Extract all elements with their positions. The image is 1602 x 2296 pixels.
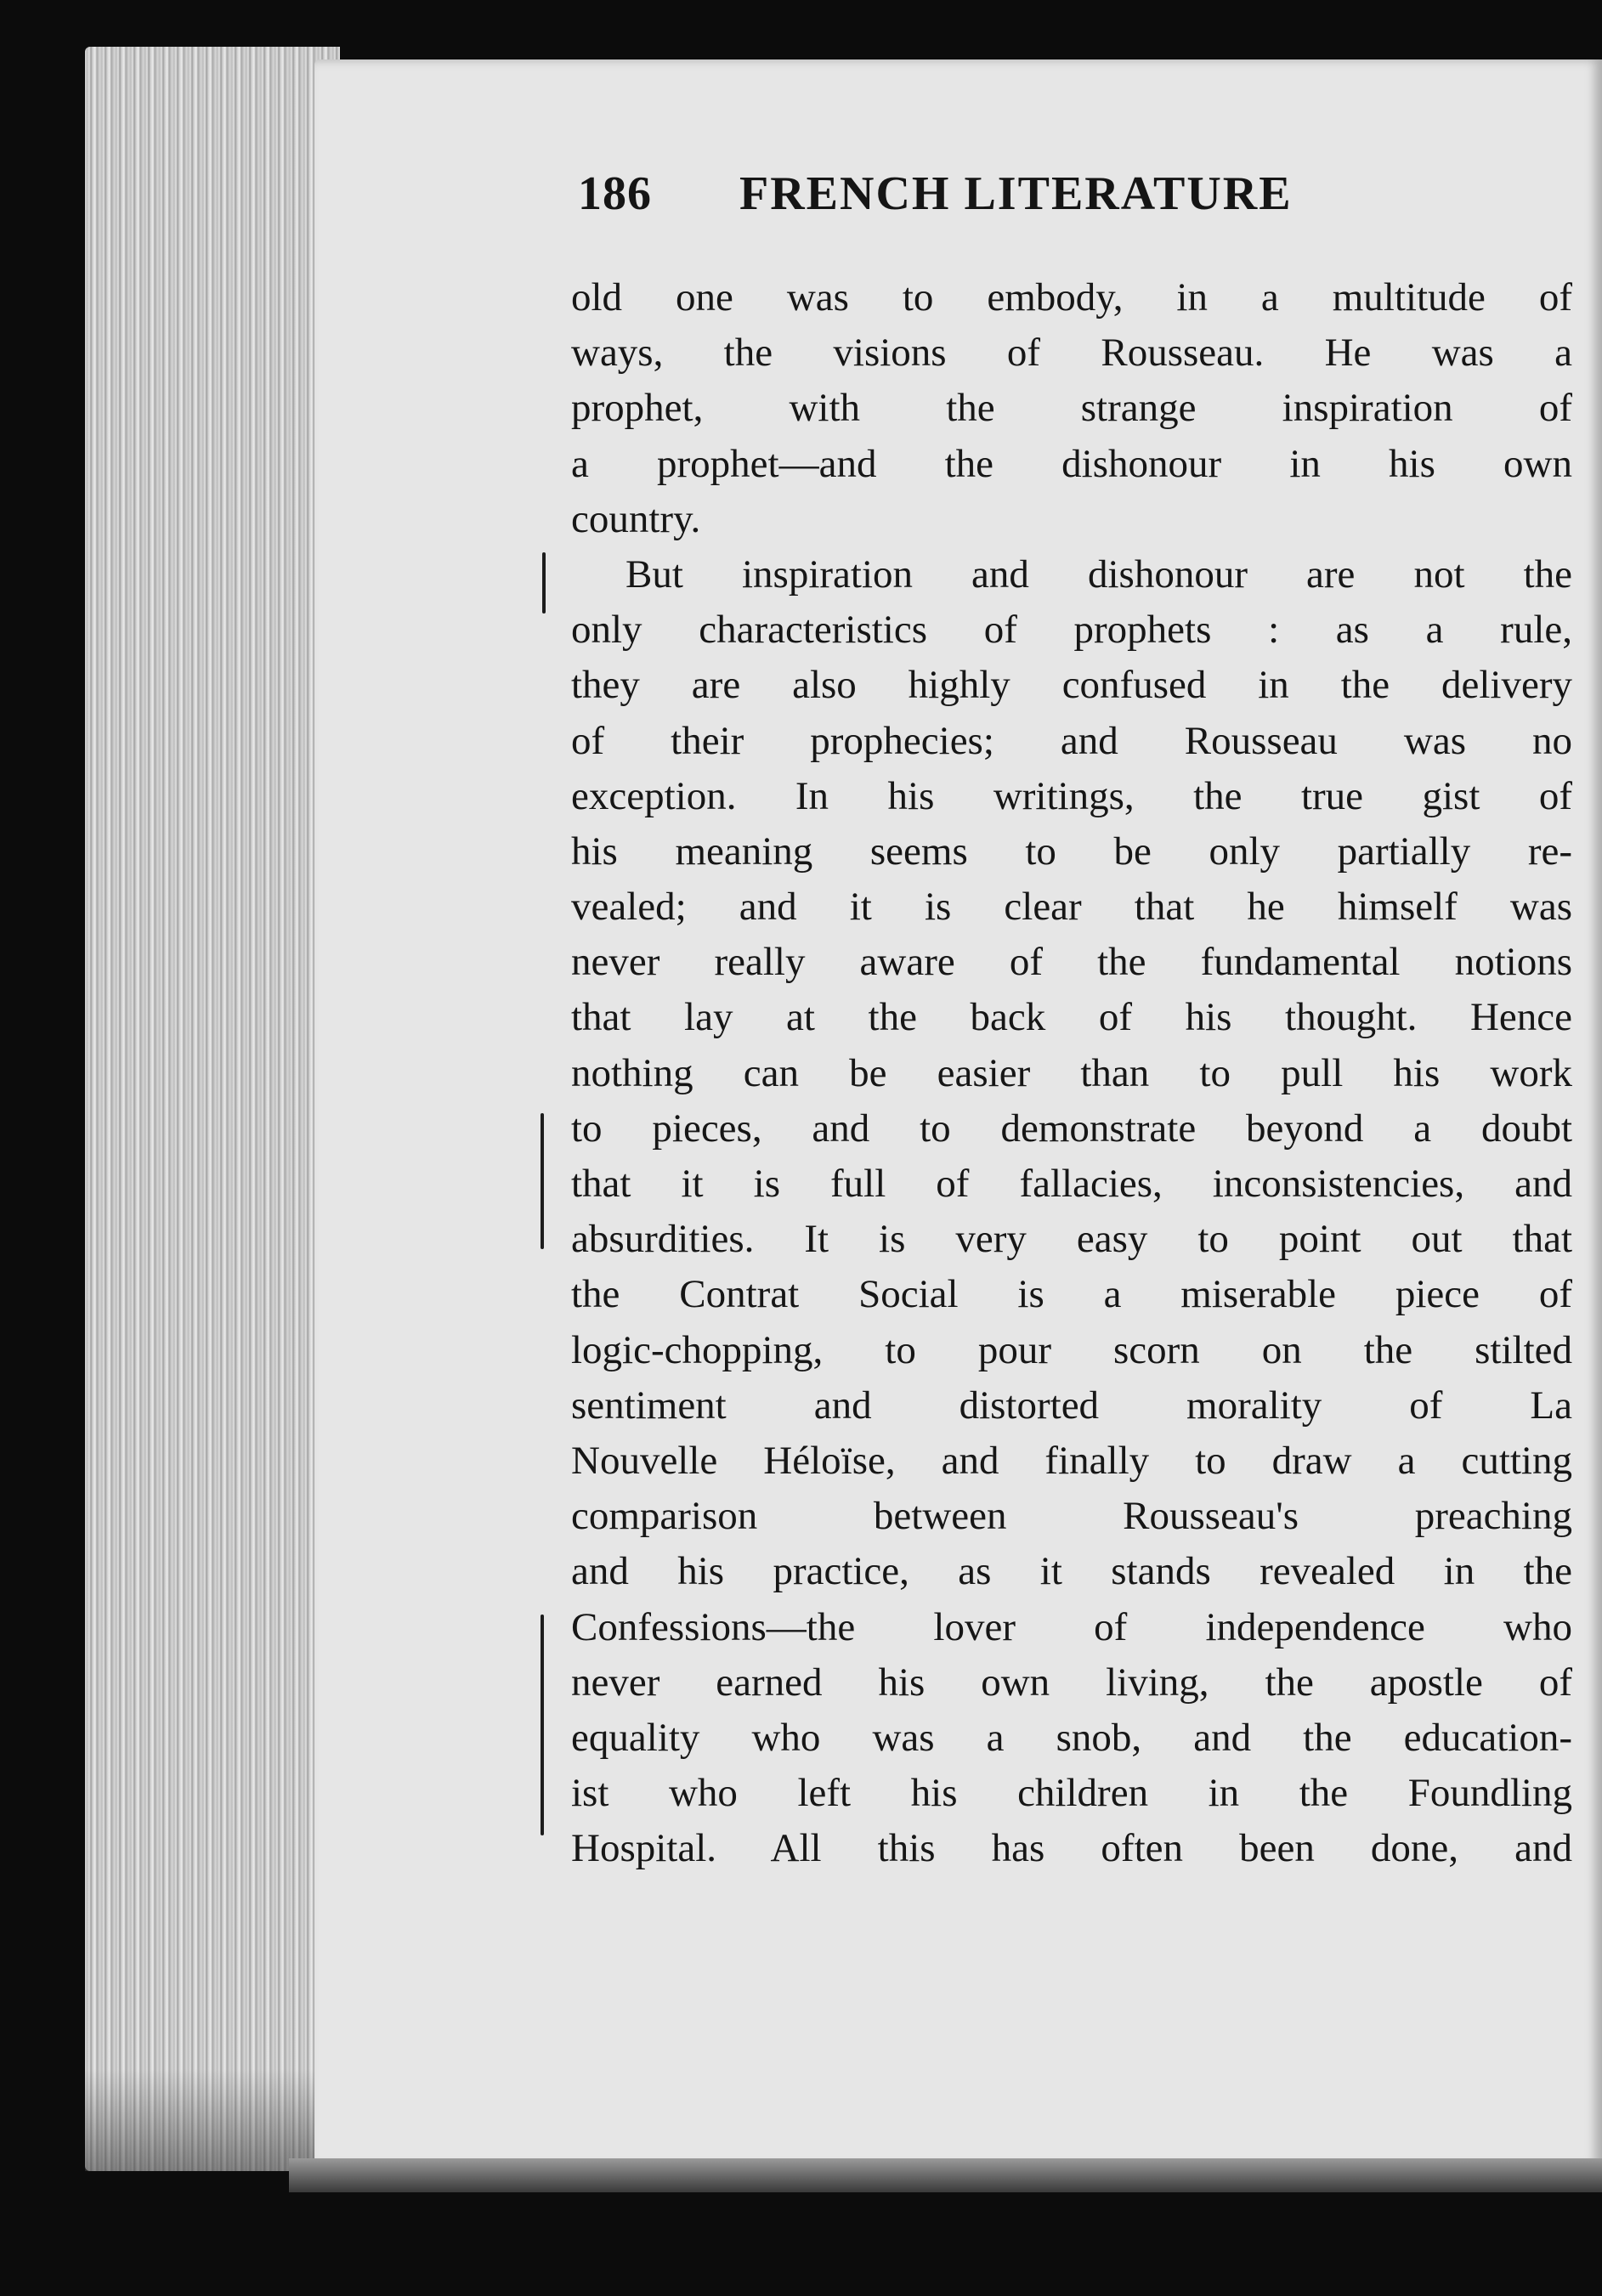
text-line: sentiment and distorted morality of La (571, 1383, 1572, 1428)
text-line: his meaning seems to be only partially re- (571, 828, 1572, 874)
text-line: Hospital. All this has often been done, and (571, 1826, 1572, 1871)
text-line: of their prophecies; and Rousseau was no (571, 718, 1572, 763)
text-line: Confessions—the lover of independence who (571, 1604, 1572, 1649)
page-bottom-shadow (289, 2158, 1602, 2192)
text-line: country. (571, 496, 701, 541)
text-line: they are also highly confused in the delivery (571, 663, 1572, 708)
text-line: exception. In his writings, the true gist of (571, 773, 1572, 818)
margin-mark (541, 1615, 544, 1835)
running-title: FRENCH LITERATURE (739, 167, 1293, 220)
text-line: never earned his own living, the apostle of (571, 1660, 1572, 1705)
margin-marks (541, 0, 549, 2296)
text-line: that it is full of fallacies, inconsistencies, and (571, 1162, 1572, 1206)
text-line: vealed; and it is clear that he himself was (571, 885, 1572, 930)
text-line: ist who left his children in the Foundling (571, 1771, 1572, 1816)
text-line: logic-chopping, to pour scorn on the stilted (571, 1327, 1572, 1372)
text-line: the Contrat Social is a miserable piece of (571, 1272, 1572, 1317)
text-line: that lay at the back of his thought. Hence (571, 995, 1572, 1040)
text-line: a prophet—and the dishonour in his own (571, 441, 1572, 486)
margin-mark (542, 552, 546, 614)
text-line: never really aware of the fundamental notions (571, 940, 1572, 985)
text-line: equality who was a snob, and the education- (571, 1715, 1572, 1760)
text-line: only characteristics of prophets : as a rule, (571, 608, 1572, 653)
text-line: absurdities. It is very easy to point out that (571, 1217, 1572, 1262)
text-line: old one was to embody, in a multitude of (571, 275, 1572, 320)
text-line: to pieces, and to demonstrate beyond a doubt (571, 1106, 1572, 1151)
text-line: But inspiration and dishonour are not the (626, 551, 1572, 597)
margin-mark (541, 1113, 544, 1249)
running-head (578, 167, 1547, 221)
book-page-edges (85, 47, 340, 2171)
text-line: prophet, with the strange inspiration of (571, 386, 1572, 431)
text-line: ways, the visions of Rousseau. He was a (571, 331, 1572, 376)
body-text (571, 270, 1572, 1876)
text-line: comparison between Rousseau's preaching (571, 1494, 1572, 1539)
text-line: Nouvelle Héloïse, and finally to draw a cutting (571, 1438, 1572, 1483)
text-line: and his practice, as it stands revealed in the (571, 1549, 1572, 1594)
page-number: 186 (578, 167, 652, 220)
text-line: nothing can be easier than to pull his work (571, 1050, 1572, 1095)
